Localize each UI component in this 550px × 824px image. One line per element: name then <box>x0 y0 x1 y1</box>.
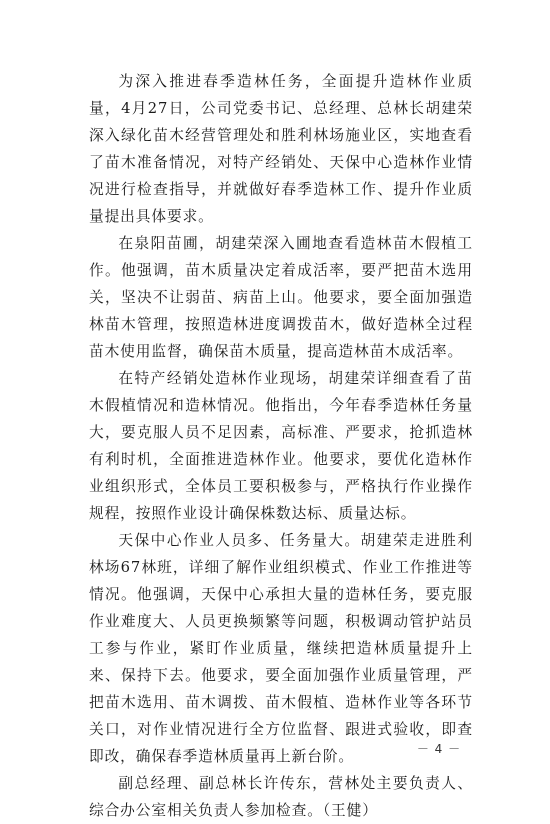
paragraph-5: 副总经理、副总林长许传东，营林处主要负责人、综合办公室相关负责人参加检查。（王健） <box>89 775 473 819</box>
article-body <box>89 68 473 824</box>
paragraph-1: 为深入推进春季造林任务，全面提升造林作业质量，4月27日，公司党委书记、总经理、总林长胡建荣深入绿化苗木经营管理处和胜利林场施业区，实地查看了苗木准备情况，对特产经销处、天保中心造林作业情况进行检查指导，并就做好春季造林工作、提升作业质量提出具体要求。 <box>89 73 473 225</box>
paragraph-4: 天保中心作业人员多、任务量大。胡建荣走进胜利林场67林班，详细了解作业组织模式、作业工作推进等情况。他强调，天保中心承担大量的造林任务，要克服作业难度大、人员更换频繁等问题，积极调动管护站员工参与作业，紧盯作业质量，继续把造林质量提升上来、保持下去。他要求，要全面加强作业质量管理，严把苗木选用、苗木调拨、苗木假植、造林作业等各环节关口，对作业情况进行全方位监督、跟进式验收，即查即改，确保春季造林质量再上新台阶。 <box>89 532 473 765</box>
page-number: － 4 － <box>416 742 462 756</box>
paragraph-3: 在特产经销处造林作业现场，胡建荣详细查看了苗木假植情况和造林情况。他指出，今年春季造林任务量大，要克服人员不足因素，高标准、严要求，抢抓造林有利时机，全面推进造林作业。他要求，要优化造林作业组织形式，全体员工要积极参与，严格执行作业操作规程，按照作业设计确保株数达标、质量达标。 <box>89 370 473 522</box>
paragraph-2: 在泉阳苗圃，胡建荣深入圃地查看造林苗木假植工作。他强调，苗木质量决定着成活率，要严把苗木选用关，坚决不让弱苗、病苗上山。他要求，要全面加强造林苗木管理，按照造林进度调拨苗木，做好造林全过程苗木使用监督，确保苗木质量，提高造林苗木成活率。 <box>89 235 473 360</box>
